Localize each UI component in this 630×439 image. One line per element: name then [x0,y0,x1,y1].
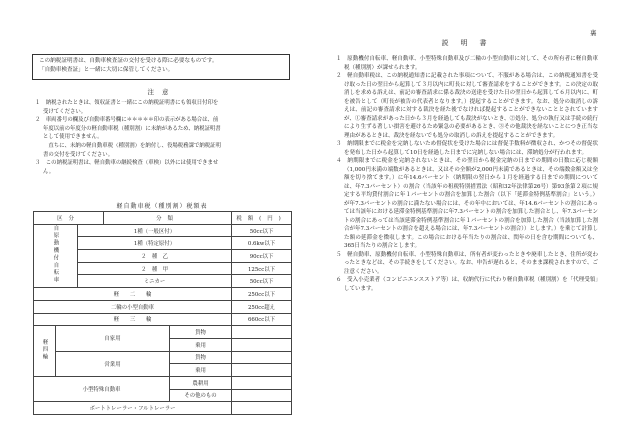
vehicle-amount: 250cc超え [232,300,292,313]
caution-line: 書の交付を受けてください。 [43,151,114,158]
caution-line: 年度以前の年度分の軽自動車税（種別割）に未納があるため、納税証明書 [43,125,221,132]
vehicle-label: 二輪の小型自動車 [34,300,232,313]
use-type: 貨物 [170,326,232,339]
notice-line-2: 「自動車検査証」と一緒に大切に保管してください。 [39,67,174,73]
use-type: その他のもの [170,389,232,402]
bike-type: ２ 種 甲 [78,262,232,275]
notice-line-1: この納税証明書は、自動車検査証の交付を受ける際に必要なものです。 [39,58,218,64]
table-row [34,288,292,301]
explanation-item: ５ 軽自動車、原動機付自転車、小型特殊自動車は、所有者が変わったときや廃車したとき、住所が変わったときなどは、その手続きをしてください。なお、申告が遅れると、そのまま課税されますので、ご注意ください。 [336,251,598,275]
explanation-title: 説明書 [441,39,499,47]
empty-amount [232,402,292,415]
caution-line: 受けてください。 [43,108,87,115]
empty-amount [232,351,292,364]
private-label: 自家用 [56,326,170,351]
explanation-item: ２ 軽自動車税は、この納税通知書に記載された事項について、不服がある場合は、この納税通知書を受け取った日の翌日から起算して３月以内に町長に対して審査請求をすることができます。この決定の取消しを求める訴えは、前記の審査請求に係る裁決の送達を受けた日の翌日から起算して６月以内に、町を被告として（町長が被告の代表者となります。）提起することができます。なお、処分の取消しの訴えは、前記の審査請求に対する裁決を経た後でなければ提起することができないこととされていますが、①審査請求があった日から３月を経過しても裁決がないとき、②処分、処分の執行又は手続の続行により生ずる著しい損害を避けるため緊急の必要があるとき、③その他裁決を経ないことにつき正当な理由があるときは、裁決を経ないでも処分の取消しの訴えを提起することができます。 [336,73,598,139]
bike-type: ミニカー [78,275,232,288]
header-classification: 分類 [104,212,232,225]
bike-amount: 90cc以下 [232,250,292,263]
small-special-label: 小型特殊自動車 [34,376,170,401]
table-row [34,313,292,326]
table-row [34,351,292,364]
explanation-item: ４ 納期限までに税金を完納されないときは、その翌日から税金完納の日までの期間の日数に応じ税額（1,000円未満の端数があるときは、又はその全額が2,000円未満であるときは、その端数金額又は全額を切り捨てます。）に年14.6パーセント（納期限の翌日から１月を経過する日までの期間については、年7.3パーセント）の割合（当該年の租税特別措置法（昭和32年法律第26号）第93条第２項に規定する平均貸付割合に年１パーセントの割合を加算した割合（以下「延滞金特例基準割合」という。）が年7.3パーセントの割合に満たない場合には、その年中においては、年14.6パーセントの割合にあっては当該年における延滞金特例基準割合に年7.3パーセントの割合を加算した割合とし、年7.3パーセントの割合にあっては当該延滞金特例基準割合に年１パーセントの割合を加算した割合（当該加算した割合が年7.3パーセントの割合を超える場合には、年7.3パーセントの割合））とします。）を乗じて計算した額の延滞金を徴収します。この場合における年当たりの割合は、閏年の日を含む期間についても、365日当たりの割合とします。 [336,158,598,249]
empty-amount [232,326,292,339]
table-row [34,224,292,237]
bike-amount: 50cc以下 [232,224,292,237]
caution-line: １ 納税されたときは、領収証書と一緒にこの納税証明書にも領収日付印を [35,100,219,106]
notice-box [32,54,290,80]
tax-table-header [34,212,292,225]
caution-line: ん。 [43,168,55,175]
bike-type: 1種（一般区付） [78,224,232,237]
vehicle-label: 軽 二 輪 [34,288,232,301]
bike-type: ２ 種 乙 [78,250,232,263]
commercial-label: 営業用 [56,351,170,376]
caution-list [35,99,293,176]
vehicle-amount: 250cc以下 [232,288,292,301]
header-category: 区分 [34,212,104,225]
use-type: 貨物 [170,351,232,364]
caution-line: 直ちに、未納の軽自動車税（種別割）を納付し、役場税務課で納税証明 [43,142,221,149]
trailer-label: ボートトレーラー・フルトレーラー [34,402,232,415]
empty-amount [232,338,292,351]
empty-amount [232,364,292,377]
vehicle-label: 軽 三 輪 [34,313,232,326]
explanation-list [336,55,598,293]
bike-group-label: 自原動機付自転車 [34,224,78,287]
use-type: 乗用 [170,364,232,377]
bike-type: 1種（特定原付） [78,237,232,250]
explanation-item: １ 原動機付自転車、軽自動車、小型特殊自動車及び二輪の小型自動車に対して、その所有者に軽自動車税（種別割）が課せられます。 [336,56,598,71]
table-row [34,402,292,415]
explanation-item: ３ 納期限までに税金を完納しないため督促状を受けた場合には督促手数料が徴収され、かつその督促状を発布した日から起算して10日を経過した日までに完納しない場合には、滞納処分が行われます。 [336,141,598,156]
bike-amount: 50cc以下 [232,275,292,288]
back-side-label: 裏 [590,29,597,37]
header-amount: 税額(円) [232,212,292,225]
use-type: 乗用 [170,338,232,351]
table-row [34,376,292,389]
caution-line: として使用できません。 [43,134,103,141]
tax-table-title: 軽自動車税（種別割）税額表 [116,203,208,210]
caution-line: ２ 車両番号の欄及び自動車番号欄に＊＊＊＊＊印の表示がある場合は、前 [35,117,219,124]
empty-amount [232,389,292,402]
vehicle-amount: 660cc以下 [232,313,292,326]
caution-line: ３ この納税証明書は、軽自動車の継続検査（車検）以外には使用できませ [35,160,219,167]
bike-amount: 125cc以下 [232,262,292,275]
tax-table [33,211,292,415]
use-type: 農耕用 [170,376,232,389]
table-row [34,326,292,339]
table-row [34,300,292,313]
bike-amount: 0.6kw以下 [232,237,292,250]
explanation-item: ６ 受入小売業者（コンビニエンスストア等）は、収納代行に代わり軽自動車税（種別割）を「代理受領」しています。 [336,277,598,292]
four-wheel-label: 軽四輪 [34,326,56,377]
empty-amount [232,376,292,389]
caution-title: 注意 [147,88,177,96]
